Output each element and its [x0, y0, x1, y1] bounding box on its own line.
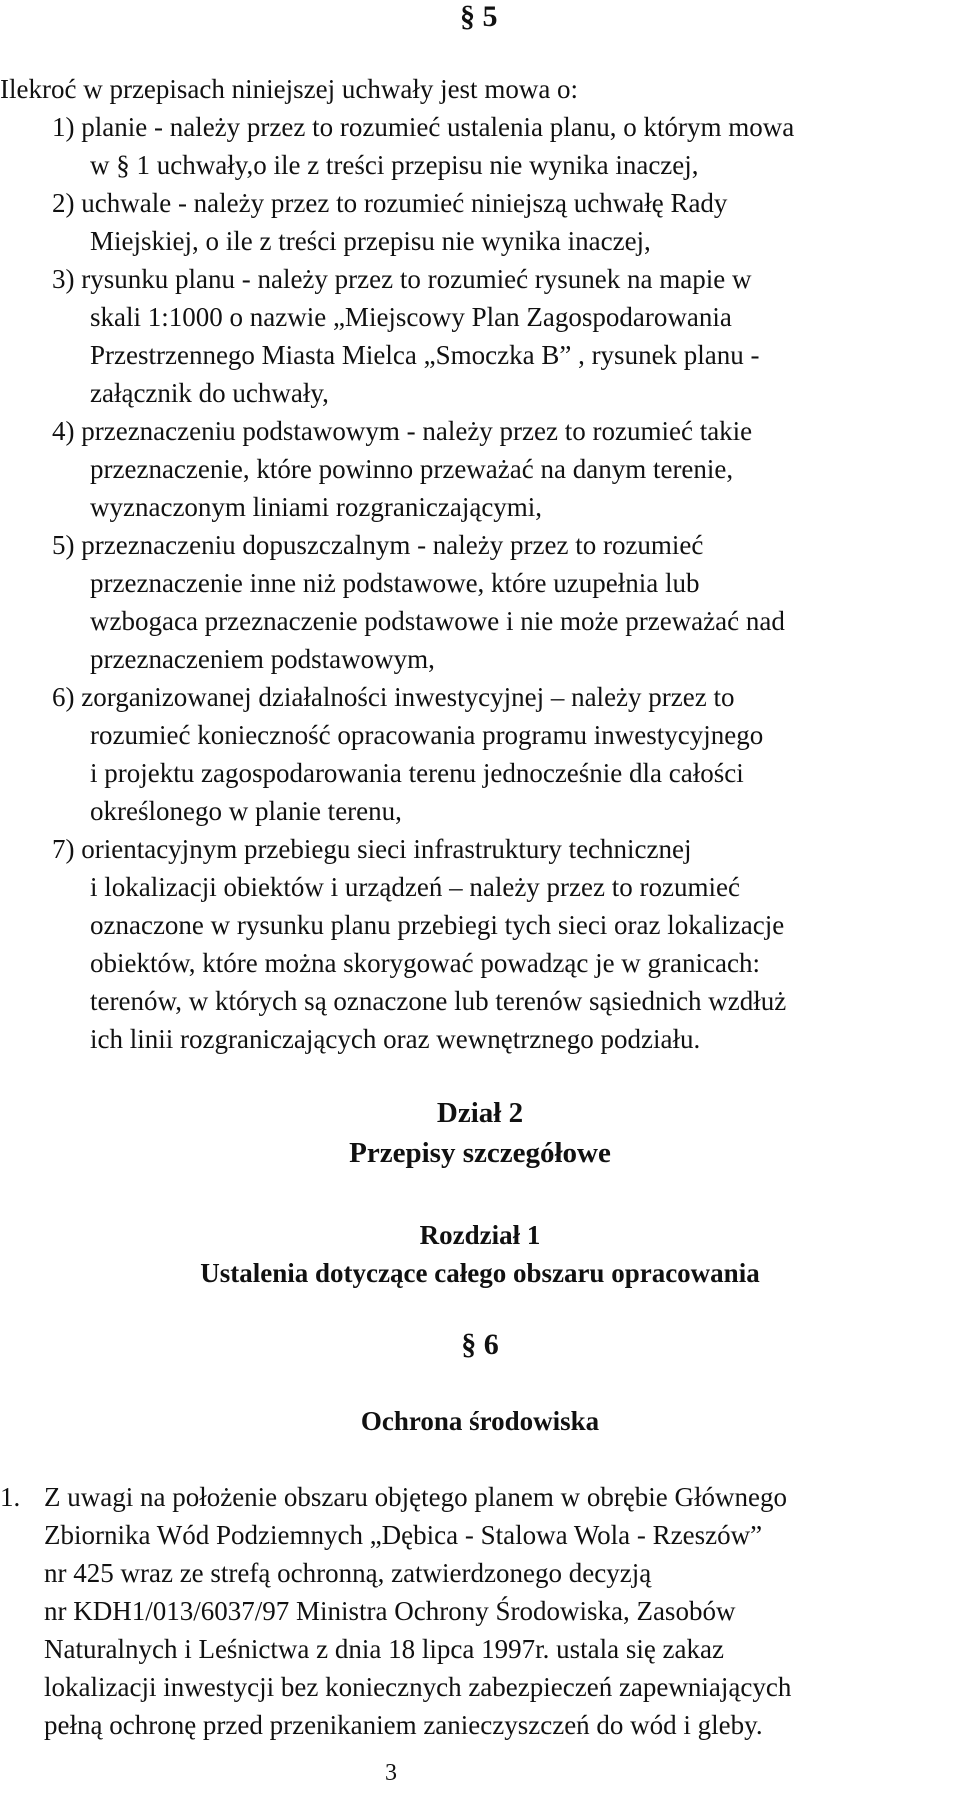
definition-line: w § 1 uchwały,o ile z treści przepisu nie wynika inaczej,	[90, 150, 699, 180]
definition-line: przeznaczenie inne niż podstawowe, które uzupełnia lub	[90, 568, 700, 598]
definition-line: załącznik do uchwały,	[90, 378, 329, 408]
definition-line: 2) uchwale - należy przez to rozumieć niniejszą uchwałę Rady	[52, 188, 728, 218]
definition-line: 1) planie - należy przez to rozumieć ustalenia planu, o którym mowa	[52, 112, 795, 142]
definition-line: 7) orientacyjnym przebiegu sieci infrastruktury technicznej	[52, 834, 692, 864]
chapter-subtitle: Ustalenia dotyczące całego obszaru opracowania	[200, 1258, 760, 1288]
definition-line: 6) zorganizowanej działalności inwestycyjnej – należy przez to	[52, 682, 735, 712]
definition-line: przeznaczenie, które powinno przeważać na danym terenie,	[90, 454, 734, 484]
definition-line: przeznaczeniem podstawowym,	[90, 644, 435, 674]
definition-line: Przestrzennego Miasta Mielca „Smoczka B” , rysunek planu -	[90, 340, 760, 370]
paragraph-line: Naturalnych i Leśnictwa z dnia 18 lipca 1997r. ustala się zakaz	[44, 1634, 724, 1664]
definition-line: 3) rysunku planu - należy przez to rozumieć rysunek na mapie w	[52, 264, 752, 294]
paragraph-line: pełną ochronę przed przenikaniem zanieczyszczeń do wód i gleby.	[44, 1710, 763, 1740]
definition-line: i lokalizacji obiektów i urządzeń – należy przez to rozumieć	[90, 872, 740, 902]
definition-line: rozumieć konieczność opracowania programu inwestycyjnego	[90, 720, 764, 750]
section-6-heading: § 6	[461, 1328, 499, 1361]
definition-line: obiektów, które można skorygować powadząc je w granicach:	[90, 948, 760, 978]
paragraph-line: Z uwagi na położenie obszaru objętego planem w obrębie Głównego	[44, 1482, 788, 1512]
definition-line: 4) przeznaczeniu podstawowym - należy przez to rozumieć takie	[52, 416, 753, 446]
section-5-intro: Ilekroć w przepisach niniejszej uchwały jest mowa o:	[0, 74, 579, 104]
chapter-title: Rozdział 1	[419, 1220, 541, 1250]
paragraph-line: nr KDH1/013/6037/97 Ministra Ochrony Środowiska, Zasobów	[44, 1596, 736, 1626]
definition-line: terenów, w których są oznaczone lub terenów sąsiednich wzdłuż	[90, 986, 787, 1016]
definition-line: 5) przeznaczeniu dopuszczalnym - należy przez to rozumieć	[52, 530, 704, 560]
definition-line: Miejskiej, o ile z treści przepisu nie wynika inaczej,	[90, 226, 651, 256]
page-number: 3	[385, 1760, 397, 1786]
definition-line: skali 1:1000 o nazwie „Miejscowy Plan Zagospodarowania	[90, 302, 732, 332]
definition-line: i projektu zagospodarowania terenu jednocześnie dla całości	[90, 758, 744, 788]
definition-line: ich linii rozgraniczających oraz wewnętrznego podziału.	[90, 1024, 701, 1054]
definition-line: wyznaczonym liniami rozgraniczającymi,	[90, 492, 543, 522]
division-title: Dział 2	[436, 1097, 524, 1129]
paragraph-line: lokalizacji inwestycji bez koniecznych zabezpieczeń zapewniających	[44, 1672, 792, 1702]
section-6-title: Ochrona środowiska	[360, 1406, 600, 1436]
definition-line: wzbogaca przeznaczenie podstawowe i nie może przeważać nad	[90, 606, 785, 636]
section-5-heading: § 5	[460, 0, 498, 33]
division-subtitle: Przepisy szczegółowe	[349, 1137, 611, 1169]
paragraph-line: Zbiornika Wód Podziemnych „Dębica - Stalowa Wola - Rzeszów”	[44, 1520, 763, 1550]
definition-line: określonego w planie terenu,	[90, 796, 402, 826]
paragraph-line: nr 425 wraz ze strefą ochronną, zatwierdzonego decyzją	[44, 1558, 652, 1588]
definition-line: oznaczone w rysunku planu przebiegi tych sieci oraz lokalizacje	[90, 910, 785, 940]
section-6-item-number: 1.	[0, 1482, 21, 1512]
